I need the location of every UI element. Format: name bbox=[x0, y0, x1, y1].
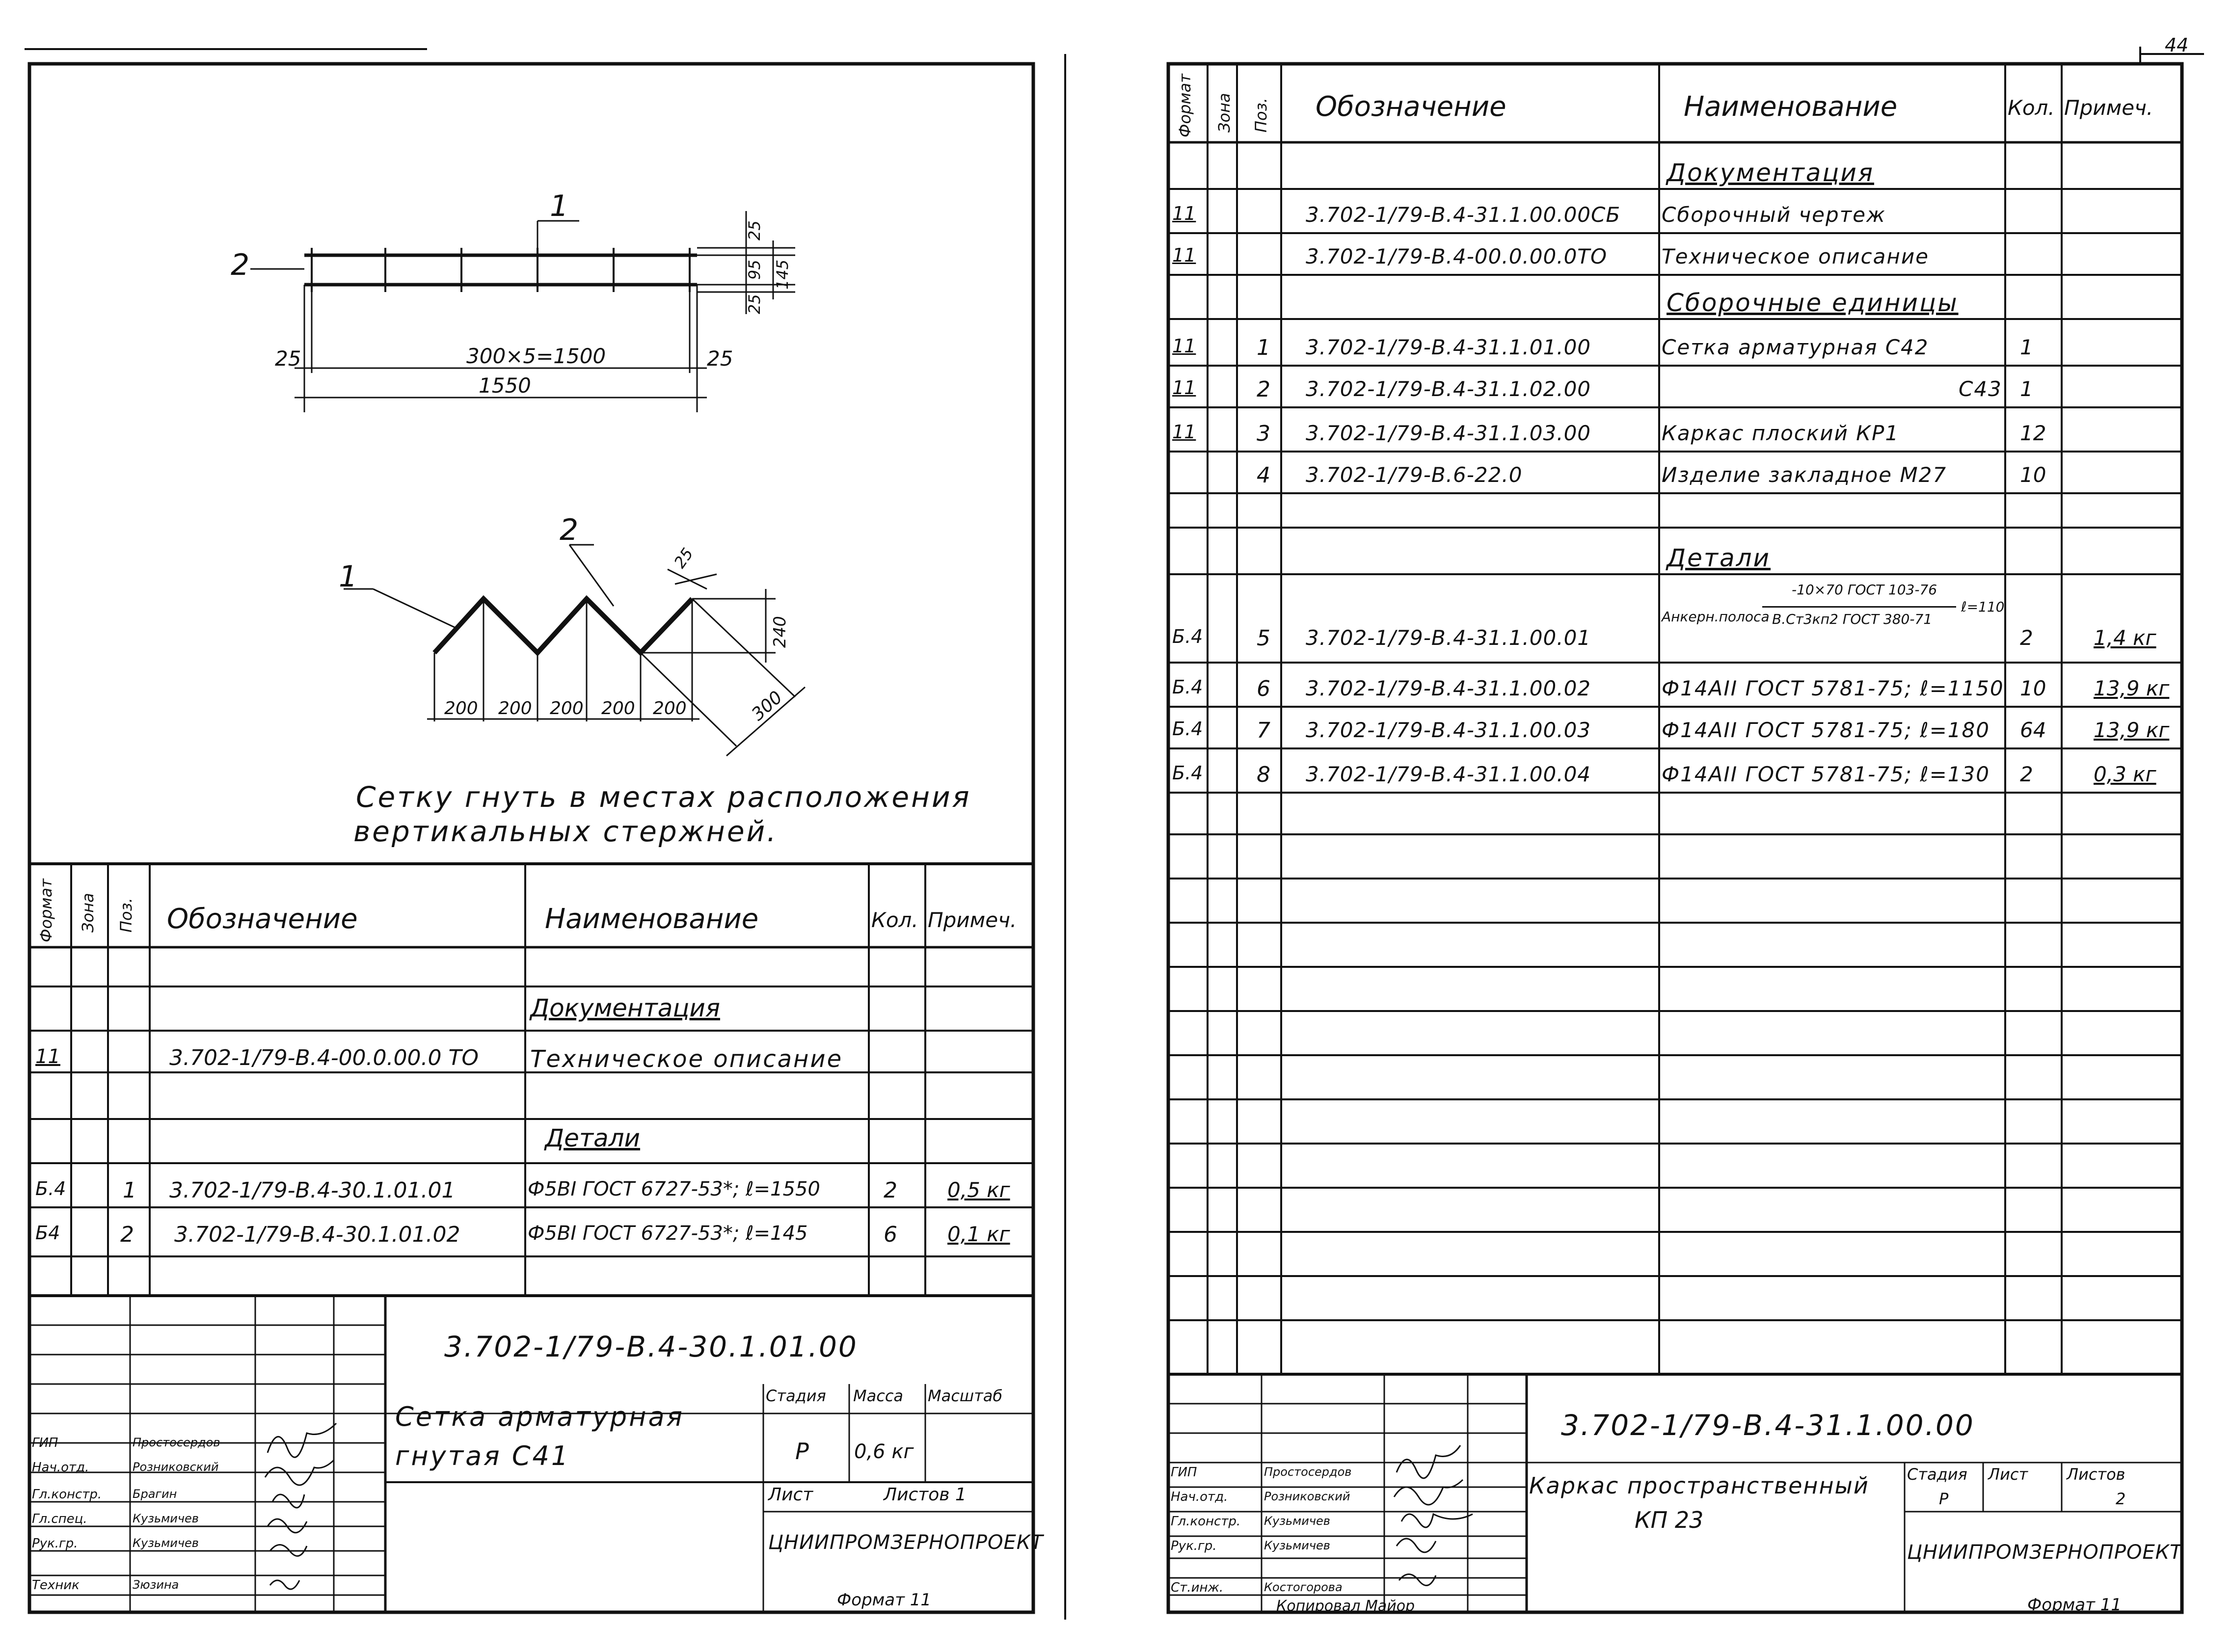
left-hdr-pos: Поз. bbox=[117, 898, 135, 933]
left-stamp-title-2: гнутая С41 bbox=[395, 1440, 570, 1471]
right-hdr-pos: Поз. bbox=[1252, 98, 1270, 133]
left-person-name-6: Зюзина bbox=[133, 1578, 179, 1592]
left-section-documentation: Документация bbox=[530, 994, 720, 1022]
right-row-pos: 1 bbox=[1257, 335, 1270, 360]
anchor-fraction-line bbox=[1762, 606, 1956, 608]
dim-bend-25: 25 bbox=[670, 544, 697, 572]
left-row1-qty: 2 bbox=[884, 1178, 897, 1203]
right-row-pos: 7 bbox=[1257, 718, 1270, 743]
right-row-name: Ф14АII ГОСТ 5781-75; ℓ=130 bbox=[1662, 762, 1990, 786]
right-row-qty: 2 bbox=[2020, 762, 2033, 786]
left-stamp-sheet: Лист bbox=[768, 1485, 813, 1505]
left-person-role-4: Гл.спец. bbox=[32, 1512, 87, 1526]
left-row2-qty: 6 bbox=[884, 1222, 897, 1247]
left-row1-pos: 1 bbox=[123, 1178, 136, 1203]
left-hdr-zone: Зона bbox=[79, 893, 97, 933]
right-row-pos: 2 bbox=[1257, 377, 1270, 402]
left-stamp-org: ЦНИИПРОМЗЕРНОПРОЕКТ bbox=[768, 1531, 1044, 1554]
left-person-role-2: Нач.отд. bbox=[32, 1460, 89, 1475]
right-hdr-qty: Кол. bbox=[2008, 96, 2055, 120]
right-hdr-zone: Зона bbox=[1215, 93, 1234, 133]
right-bottom-note: Копировал Майор bbox=[1276, 1598, 1415, 1615]
left-row2-note: 0,1 кг bbox=[947, 1222, 1010, 1246]
right-row-format: Б.4 bbox=[1172, 718, 1203, 740]
right-person-name-3: Кузьмичев bbox=[1264, 1514, 1330, 1528]
right-row-note: 13,9 кг bbox=[2094, 676, 2170, 700]
left-stamp-title-1: Сетка арматурная bbox=[395, 1401, 685, 1432]
right-hdr-format: Формат bbox=[1176, 74, 1194, 137]
anchor-top: -10×70 ГОСТ 103-76 bbox=[1792, 582, 1937, 598]
right-row-name: Ф14АII ГОСТ 5781-75; ℓ=180 bbox=[1662, 718, 1990, 742]
right-row-name: Ф14АII ГОСТ 5781-75; ℓ=1150 bbox=[1662, 676, 2004, 700]
left-format-note: Формат 11 bbox=[837, 1590, 932, 1610]
dim-25-right: 25 bbox=[707, 346, 733, 371]
left-stamp-scale-h: Масштаб bbox=[928, 1386, 1003, 1405]
right-hdr-name: Наименование bbox=[1684, 91, 1898, 123]
left-person-name-4: Кузьмичев bbox=[133, 1512, 199, 1525]
left-section-parts: Детали bbox=[545, 1124, 641, 1152]
right-hdr-note: Примеч. bbox=[2064, 96, 2153, 120]
right-person-role-2: Нач.отд. bbox=[1171, 1490, 1228, 1504]
dim-200-b: 200 bbox=[498, 698, 532, 719]
right-stamp-title-1: Каркас пространственный bbox=[1529, 1472, 1869, 1499]
right-person-role-5: Ст.инж. bbox=[1171, 1580, 1224, 1595]
right-person-role-3: Гл.констр. bbox=[1171, 1514, 1241, 1529]
right-person-role-4: Рук.гр. bbox=[1171, 1539, 1217, 1553]
right-row-format: 11 bbox=[1172, 203, 1196, 224]
right-row-pos: 4 bbox=[1257, 463, 1270, 488]
right-row-note: 1,4 кг bbox=[2094, 626, 2156, 650]
right-row-pos: 3 bbox=[1257, 421, 1270, 446]
left-hdr-name: Наименование bbox=[545, 903, 759, 935]
right-stamp-stage: Р bbox=[1939, 1490, 1949, 1508]
left-doc-format: 11 bbox=[35, 1045, 60, 1068]
right-row-designation: 3.702-1/79-В.4-31.1.00.04 bbox=[1306, 762, 1591, 786]
mesh-label-2: 2 bbox=[231, 248, 250, 282]
mesh-plan-drawing bbox=[0, 0, 1033, 864]
dim-total: 1550 bbox=[479, 373, 531, 398]
left-person-role-1: ГИП bbox=[32, 1436, 58, 1450]
bend-label-1: 1 bbox=[339, 560, 358, 594]
right-row-qty: 64 bbox=[2020, 718, 2046, 742]
right-row-qty: 2 bbox=[2020, 626, 2033, 650]
right-row-designation: 3.702-1/79-В.4-31.1.00.02 bbox=[1306, 676, 1591, 700]
left-hdr-qty: Кол. bbox=[871, 908, 918, 932]
right-row-format: 11 bbox=[1172, 421, 1196, 443]
left-row2-format: Б4 bbox=[35, 1222, 60, 1244]
bend-note-line-2: вертикальных стержней. bbox=[353, 815, 778, 848]
right-person-name-5: Костогорова bbox=[1264, 1580, 1343, 1594]
right-person-name-1: Простосердов bbox=[1264, 1465, 1352, 1479]
right-row-designation: 3.702-1/79-В.4-31.1.00.03 bbox=[1306, 718, 1591, 742]
left-hdr-designation: Обозначение bbox=[167, 903, 358, 935]
dim-200-a: 200 bbox=[444, 698, 478, 719]
left-stamp-mass: 0,6 кг bbox=[854, 1440, 914, 1463]
dim-v4: 145 bbox=[773, 259, 792, 290]
left-person-role-6: Техник bbox=[32, 1578, 80, 1593]
dim-bend-240: 240 bbox=[770, 616, 790, 648]
left-stamp-mass-h: Масса bbox=[853, 1386, 904, 1405]
right-row-format: 11 bbox=[1172, 377, 1196, 399]
left-person-name-3: Брагин bbox=[133, 1487, 177, 1501]
right-row-designation: 3.702-1/79-В.4-31.1.00.00СБ bbox=[1306, 203, 1621, 227]
right-row-pos: 5 bbox=[1257, 626, 1270, 651]
right-row-qty: 1 bbox=[2020, 377, 2033, 401]
bend-label-2: 2 bbox=[560, 513, 579, 547]
right-row-format: 11 bbox=[1172, 335, 1196, 357]
left-doc-designation: 3.702-1/79-В.4-00.0.00.0 ТО bbox=[169, 1045, 479, 1070]
right-section-heading: Детали bbox=[1667, 544, 1771, 572]
left-row1-name: Ф5ВI ГОСТ 6727-53*; ℓ=1550 bbox=[528, 1178, 820, 1200]
right-stamp-title-2: КП 23 bbox=[1635, 1507, 1704, 1533]
dim-v3: 25 bbox=[745, 294, 764, 314]
dim-25-left: 25 bbox=[275, 346, 301, 371]
right-hdr-designation: Обозначение bbox=[1316, 91, 1506, 123]
dim-v1: 25 bbox=[745, 220, 764, 240]
anchor-prefix: Анкерн.полоса bbox=[1662, 609, 1770, 625]
right-row-format: Б.4 bbox=[1172, 626, 1203, 647]
right-row-note: 13,9 кг bbox=[2094, 718, 2170, 742]
right-row-pos: 6 bbox=[1257, 676, 1270, 701]
dim-200-d: 200 bbox=[601, 698, 635, 719]
left-row2-pos: 2 bbox=[120, 1222, 134, 1247]
anchor-bottom: В.Ст3кп2 ГОСТ 380-71 bbox=[1772, 611, 1933, 627]
right-row-designation: 3.702-1/79-В.6-22.0 bbox=[1306, 463, 1523, 487]
right-row-note: 0,3 кг bbox=[2094, 762, 2156, 786]
left-person-name-5: Кузьмичев bbox=[133, 1536, 199, 1550]
left-doc-name: Техническое описание bbox=[530, 1045, 843, 1073]
right-row-qty: 10 bbox=[2020, 463, 2046, 487]
left-signatures bbox=[258, 1413, 380, 1610]
right-row-name: С43 bbox=[1959, 377, 2002, 401]
right-row-format: 11 bbox=[1172, 244, 1196, 266]
right-section-heading: Документация bbox=[1667, 159, 1874, 187]
left-row2-designation: 3.702-1/79-В.4-30.1.01.02 bbox=[174, 1222, 460, 1247]
mesh-label-1: 1 bbox=[550, 189, 569, 223]
left-hdr-format: Формат bbox=[37, 879, 55, 942]
right-row-designation: 3.702-1/79-В.4-31.1.00.01 bbox=[1306, 626, 1591, 650]
dim-200-e: 200 bbox=[653, 698, 687, 719]
left-row1-designation: 3.702-1/79-В.4-30.1.01.01 bbox=[169, 1178, 456, 1203]
right-person-name-2: Розниковский bbox=[1264, 1490, 1350, 1503]
left-person-name-2: Розниковский bbox=[133, 1460, 219, 1474]
right-signatures bbox=[1387, 1443, 1519, 1610]
left-stamp-stage-h: Стадия bbox=[766, 1386, 826, 1405]
right-row-name: Сетка арматурная С42 bbox=[1662, 335, 1929, 359]
left-stamp-code: 3.702-1/79-В.4-30.1.01.00 bbox=[444, 1330, 858, 1363]
right-row-format: Б.4 bbox=[1172, 676, 1203, 698]
left-person-role-3: Гл.констр. bbox=[32, 1487, 102, 1502]
left-row2-name: Ф5ВI ГОСТ 6727-53*; ℓ=145 bbox=[528, 1222, 808, 1245]
right-row-designation: 3.702-1/79-В.4-31.1.01.00 bbox=[1306, 335, 1591, 359]
right-row-name: Каркас плоский КР1 bbox=[1662, 421, 1900, 445]
right-row-designation: 3.702-1/79-В.4-00.0.00.0ТО bbox=[1306, 244, 1607, 268]
right-row-name: Техническое описание bbox=[1662, 244, 1929, 268]
dim-span: 300×5=1500 bbox=[466, 344, 606, 368]
right-stamp-stage-h: Стадия bbox=[1907, 1465, 1967, 1484]
right-row-designation: 3.702-1/79-В.4-31.1.02.00 bbox=[1306, 377, 1591, 401]
left-row1-format: Б.4 bbox=[35, 1178, 66, 1199]
right-row-qty: 10 bbox=[2020, 676, 2046, 700]
dim-bend-300: 300 bbox=[748, 687, 787, 725]
bend-note-line-1: Сетку гнуть в местах расположения bbox=[356, 780, 971, 814]
dim-200-c: 200 bbox=[550, 698, 584, 719]
right-stamp-sheets-h: Листов bbox=[2067, 1465, 2125, 1484]
right-section-heading: Сборочные единицы bbox=[1667, 289, 1959, 317]
left-person-role-5: Рук.гр. bbox=[32, 1536, 78, 1551]
left-person-name-1: Простосердов bbox=[133, 1436, 220, 1449]
anchor-suffix: ℓ=110 bbox=[1961, 599, 2005, 615]
right-row-pos: 8 bbox=[1257, 762, 1270, 787]
right-row-designation: 3.702-1/79-В.4-31.1.03.00 bbox=[1306, 421, 1591, 445]
right-format-note: Формат 11 bbox=[2027, 1595, 2122, 1615]
right-stamp-sheets: 2 bbox=[2116, 1490, 2126, 1508]
left-hdr-note: Примеч. bbox=[928, 908, 1017, 932]
right-row-qty: 12 bbox=[2020, 421, 2046, 445]
right-row-format: Б.4 bbox=[1172, 762, 1203, 784]
page-number: 44 bbox=[2165, 34, 2189, 56]
right-stamp-sheet-h: Лист bbox=[1988, 1465, 2028, 1484]
right-row-qty: 1 bbox=[2020, 335, 2033, 359]
left-stamp-stage: Р bbox=[795, 1438, 809, 1465]
dim-v2: 95 bbox=[745, 260, 764, 280]
right-row-name: Сборочный чертеж bbox=[1662, 203, 1886, 227]
right-person-name-4: Кузьмичев bbox=[1264, 1539, 1330, 1552]
right-stamp-code: 3.702-1/79-В.4-31.1.00.00 bbox=[1561, 1409, 1975, 1442]
left-row1-note: 0,5 кг bbox=[947, 1178, 1010, 1202]
left-stamp-sheets: Листов 1 bbox=[884, 1485, 967, 1505]
right-person-role-1: ГИП bbox=[1171, 1465, 1197, 1480]
right-row-name: Изделие закладное М27 bbox=[1662, 463, 1947, 487]
right-stamp-org: ЦНИИПРОМЗЕРНОПРОЕКТ bbox=[1907, 1541, 2182, 1564]
